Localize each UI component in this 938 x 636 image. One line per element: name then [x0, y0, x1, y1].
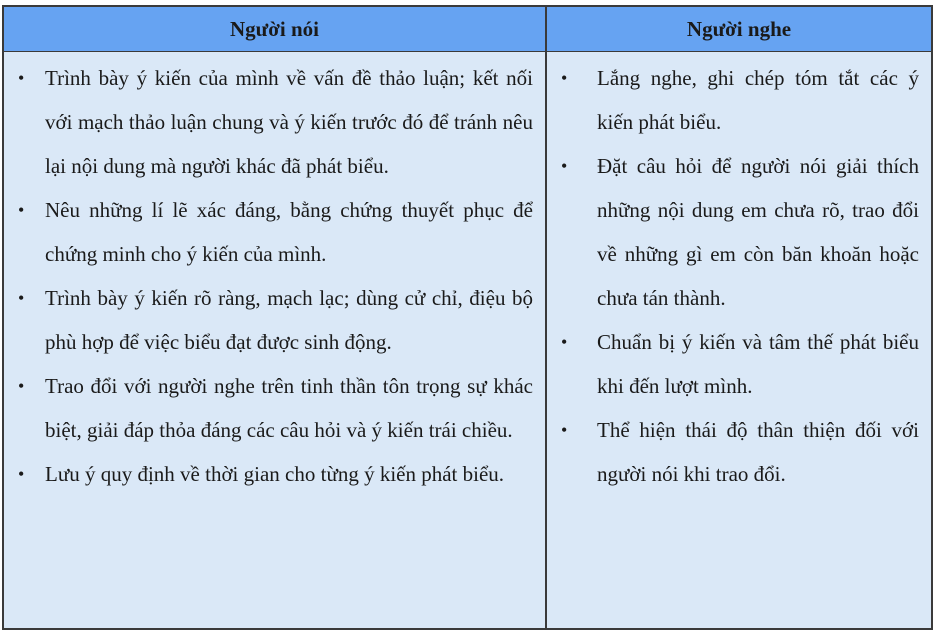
- listener-list: [557, 56, 919, 496]
- header-speaker: Người nói: [4, 7, 547, 52]
- bullet-icon: •: [561, 68, 568, 88]
- list-item: • Trao đổi với người nghe trên tinh thần tôn trọng sự khác biệt, giải đáp thỏa đáng các câu hỏi và ý kiến trái chiều.: [14, 364, 533, 452]
- speaker-list: [14, 56, 533, 496]
- listener-cell: [547, 52, 931, 628]
- list-item: • Chuẩn bị ý kiến và tâm thế phát biểu khi đến lượt mình.: [557, 320, 919, 408]
- list-item: • Nêu những lí lẽ xác đáng, bằng chứng thuyết phục để chứng minh cho ý kiến của mình.: [14, 188, 533, 276]
- bullet-icon: •: [18, 288, 25, 308]
- bullet-icon: •: [561, 420, 568, 440]
- list-item: • Thể hiện thái độ thân thiện đối với người nói khi trao đổi.: [557, 408, 919, 496]
- list-item: • Lắng nghe, ghi chép tóm tắt các ý kiến phát biểu.: [557, 56, 919, 144]
- list-item: • Lưu ý quy định về thời gian cho từng ý kiến phát biểu.: [14, 452, 533, 496]
- list-item: • Trình bày ý kiến rõ ràng, mạch lạc; dùng cử chỉ, điệu bộ phù hợp để việc biểu đạt được sinh động.: [14, 276, 533, 364]
- speaker-cell: [4, 52, 547, 628]
- header-listener: Người nghe: [547, 7, 931, 52]
- bullet-icon: •: [18, 200, 25, 220]
- list-item: • Trình bày ý kiến của mình về vấn đề thảo luận; kết nối với mạch thảo luận chung và ý kiến trước đó để tránh nêu lại nội dung mà người khác đã phát biểu.: [14, 56, 533, 188]
- bullet-icon: •: [18, 464, 25, 484]
- comparison-table: [2, 5, 933, 630]
- bullet-icon: •: [561, 332, 568, 352]
- bullet-icon: •: [18, 376, 25, 396]
- bullet-icon: •: [561, 156, 568, 176]
- list-item: • Đặt câu hỏi để người nói giải thích những nội dung em chưa rõ, trao đổi về những gì em còn băn khoăn hoặc chưa tán thành.: [557, 144, 919, 320]
- bullet-icon: •: [18, 68, 25, 88]
